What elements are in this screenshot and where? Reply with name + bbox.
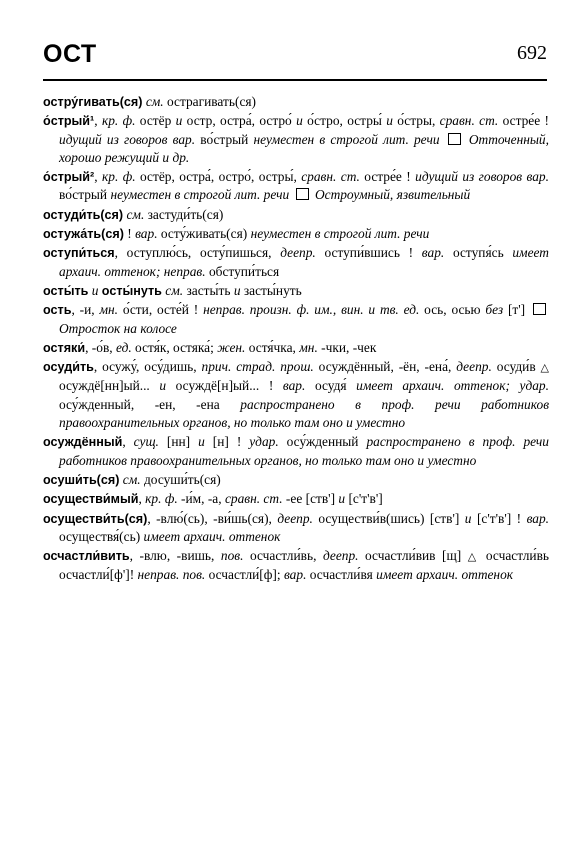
running-headword: ОСТ [43,40,97,68]
dictionary-entry [43,168,549,205]
entry-note: имеет архаич. оттенок [143,528,281,544]
entry-headword: остяки́ [43,340,86,355]
dictionary-entry [43,339,549,357]
entry-headword: осуши́ть(ся) [43,472,120,487]
entry-headword: остру́гивать(ся) [43,95,143,109]
entry-text: осудя́ [305,378,357,394]
entry-note: деепр. [456,359,492,375]
entry-note: сравн. ст. [301,169,360,185]
entry-note: ед. [115,339,132,355]
entry-text: остя́чка, [245,339,300,355]
entry-text: , [94,113,102,129]
entry-text: осуждё[н]ый... ! [166,378,283,394]
entry-note: см. [122,471,141,487]
entry-text: острагивать(ся) [163,94,257,109]
entry-text: остр, остра́, остро́ [182,113,297,129]
entry-note: мн. [99,302,118,318]
entry-note: и [159,378,167,394]
entry-note: неправ. произн. ф. им., вин. и тв. ед. [203,302,420,318]
entry-note: распространено в проф. речи работников правоохранительных органов, но только там оно и уместно [59,396,550,431]
entry-note: Остроумный, язвительный [314,187,471,203]
entry-note: деепр. [322,548,359,564]
entry-text: осчастли́вя [306,567,377,583]
entry-text: ! [123,226,136,242]
entry-note: удар. [249,434,279,450]
dictionary-entry [43,225,549,243]
entry-text: оступя́сь [444,245,513,261]
dictionary-entry [43,112,549,167]
dictionary-entry [43,547,549,585]
entry-text: , -о́в, [85,339,116,355]
dictionary-entry [43,471,549,489]
entry-note: сущ. [133,434,159,450]
entry-text: остёр [135,113,176,129]
entry-text: засты́нуть [240,282,302,298]
entry-note: прич. страд. прош. [201,359,314,375]
entry-note: и [91,282,99,298]
entry-text [440,132,445,147]
dictionary-entry [43,301,549,338]
entry-note: Отточенный, хорошо режущий и др. [59,131,549,165]
entry-headword: остуди́ть(ся) [43,207,124,222]
entry-headword: оступи́ться [43,246,115,261]
entry-text: , -и, [71,302,100,318]
entry-headword: ость [43,303,72,318]
entry-text: засты́ть [183,282,234,298]
entry-headword: осуди́ть [43,360,94,375]
entry-text: осуществя́(сь) [59,528,144,544]
dictionary-entry [43,510,549,547]
entry-note: и [338,491,346,507]
entry-text: осуди́в [491,359,541,375]
entry-note: кр. ф. [101,113,136,129]
dictionary-entry [43,206,549,224]
entry-text: ось, осью [419,302,486,318]
entry-text: [нн] [158,434,199,450]
entry-note: имеет архаич. оттенок [376,567,514,583]
entry-headword: осты́ть [43,283,89,298]
entry-note: вар. [526,510,550,526]
entry-headword: остужа́ть(ся) [43,227,124,242]
entry-text: -чки, -чек [317,339,377,355]
entry-note: и [464,510,472,526]
entry-text: [т'] [503,302,526,318]
entry-note: и [296,113,303,129]
entry-note: кр. ф. [145,491,178,507]
entry-text: , [138,491,146,507]
entry-note: деепр. [277,510,313,526]
entry-note: пов. [220,548,244,564]
entry-note: сравн. ст. [224,491,283,507]
entry-text: осчастли́вив [щ] [358,548,468,564]
entry-text: осуждённый, -ён, -ена́, [313,359,457,375]
entry-text [525,302,530,317]
entry-text: осчастли́вь, [243,548,323,564]
entry-note: неправ. пов. [137,567,206,583]
entries-list [43,93,549,586]
dictionary-entry [43,244,549,281]
entry-note: мн. [299,339,318,355]
entry-text: во́стрый [59,187,111,203]
entry-note: распространено в проф. речи работников правоохранительных органов, но только там оно и уместно [59,434,550,468]
definition-box-icon [533,303,546,315]
page-header [43,40,547,76]
triangle-icon: △ [540,362,549,375]
triangle-icon: △ [467,551,480,564]
entry-text: -ее [ств'] [282,491,339,507]
entry-text: застуди́ть(ся) [144,206,224,222]
entry-text: осчастли́[ф]; [205,567,284,583]
entry-text: , [122,434,134,450]
entry-note: имеет архаич. оттенок; неправ. [59,245,549,279]
entry-note: без [485,302,504,318]
entry-note: вар. [135,226,158,242]
entry-note: кр. ф. [102,169,136,185]
entry-note: сравн. ст. [439,113,499,129]
entry-note: вар. [283,567,307,583]
dictionary-entry [43,358,549,432]
entry-text: остре́е ! [359,169,416,185]
entry-text: , -влю, -вишь, [129,548,221,564]
entry-text [289,187,292,202]
entry-headword: осты́нуть [101,283,162,298]
entry-note: вар. [282,378,306,394]
entry-text: остре́е ! [498,113,549,129]
entry-headword: осуждённый [43,435,123,450]
entry-text: о́стро, остры́ [302,113,387,129]
dictionary-entry [43,93,549,111]
definition-box-icon [448,133,461,145]
entry-headword: о́стрый¹ [43,114,95,129]
entry-text: досуши́ть(ся) [140,471,221,487]
entry-text: обступи́ться [205,263,280,279]
dictionary-entry [43,433,549,470]
entry-text: остёр, остра́, остро́, остры́, [135,169,302,185]
entry-note: идущий из говоров вар. [415,169,549,185]
entry-note: деепр. [280,245,316,261]
definition-box-icon [296,188,309,200]
entry-text: остя́к, остяка́; [131,339,218,355]
entry-note: неуместен в строгой лит. речи [110,187,290,203]
entry-note: жен. [217,339,246,355]
entry-text: осу́жденный [278,434,367,450]
entry-note: и [198,434,205,450]
header-rule [43,79,547,81]
entry-text: о́сти, осте́й ! [118,302,204,318]
entry-text: , -влю́(сь), -ви́шь(ся), [147,510,278,526]
entry-note: см. [126,206,145,222]
entry-text: [с'т'в'] [345,491,383,507]
entry-text: , оступлю́сь, осту́пишься, [114,245,281,261]
entry-text: осу́жденный, -ен, -ена [59,396,241,412]
entry-text: [с'т'в'] ! [471,510,527,526]
entry-note: и [175,113,183,129]
entry-text: , [94,169,103,185]
entry-note: вар. [421,245,445,261]
entry-text: осчастли́вь осчастли́[ф']! [59,548,549,583]
entry-text: [н] ! [204,434,250,450]
entry-note: неуместен в строгой лит. речи [250,226,430,242]
entry-text: во́стрый [195,131,254,147]
entry-note: неуместен в строгой лит. речи [253,131,440,147]
entry-note: идущий из говоров вар. [59,131,196,147]
entry-text: , осужу́, осу́дишь, [93,359,202,375]
entry-text: осту́живать(ся) [157,226,251,242]
entry-note: и [386,113,393,129]
entry-headword: осуществи́мый [43,492,139,507]
dictionary-entry [43,490,549,508]
entry-headword: осчастли́вить [43,549,130,564]
entry-text: -и́м, -а, [177,491,225,507]
entry-text: оступи́вшись ! [315,245,422,261]
entry-headword: осуществи́ть(ся) [43,511,148,526]
entry-text: осуждё[нн]ый... [59,378,160,394]
entry-headword: о́стрый² [43,170,95,185]
entry-note: Отросток на колосе [59,320,177,336]
entry-note: имеет архаич. оттенок; удар. [356,378,549,394]
entry-text: осуществи́в(шись) [ств'] [312,510,465,526]
dictionary-entry [43,282,549,300]
page-number: 692 [517,42,547,64]
entry-note: см. [145,94,164,109]
entry-note: см. [165,282,184,298]
entry-note: и [233,282,241,298]
entry-text: о́стры, [392,113,440,129]
